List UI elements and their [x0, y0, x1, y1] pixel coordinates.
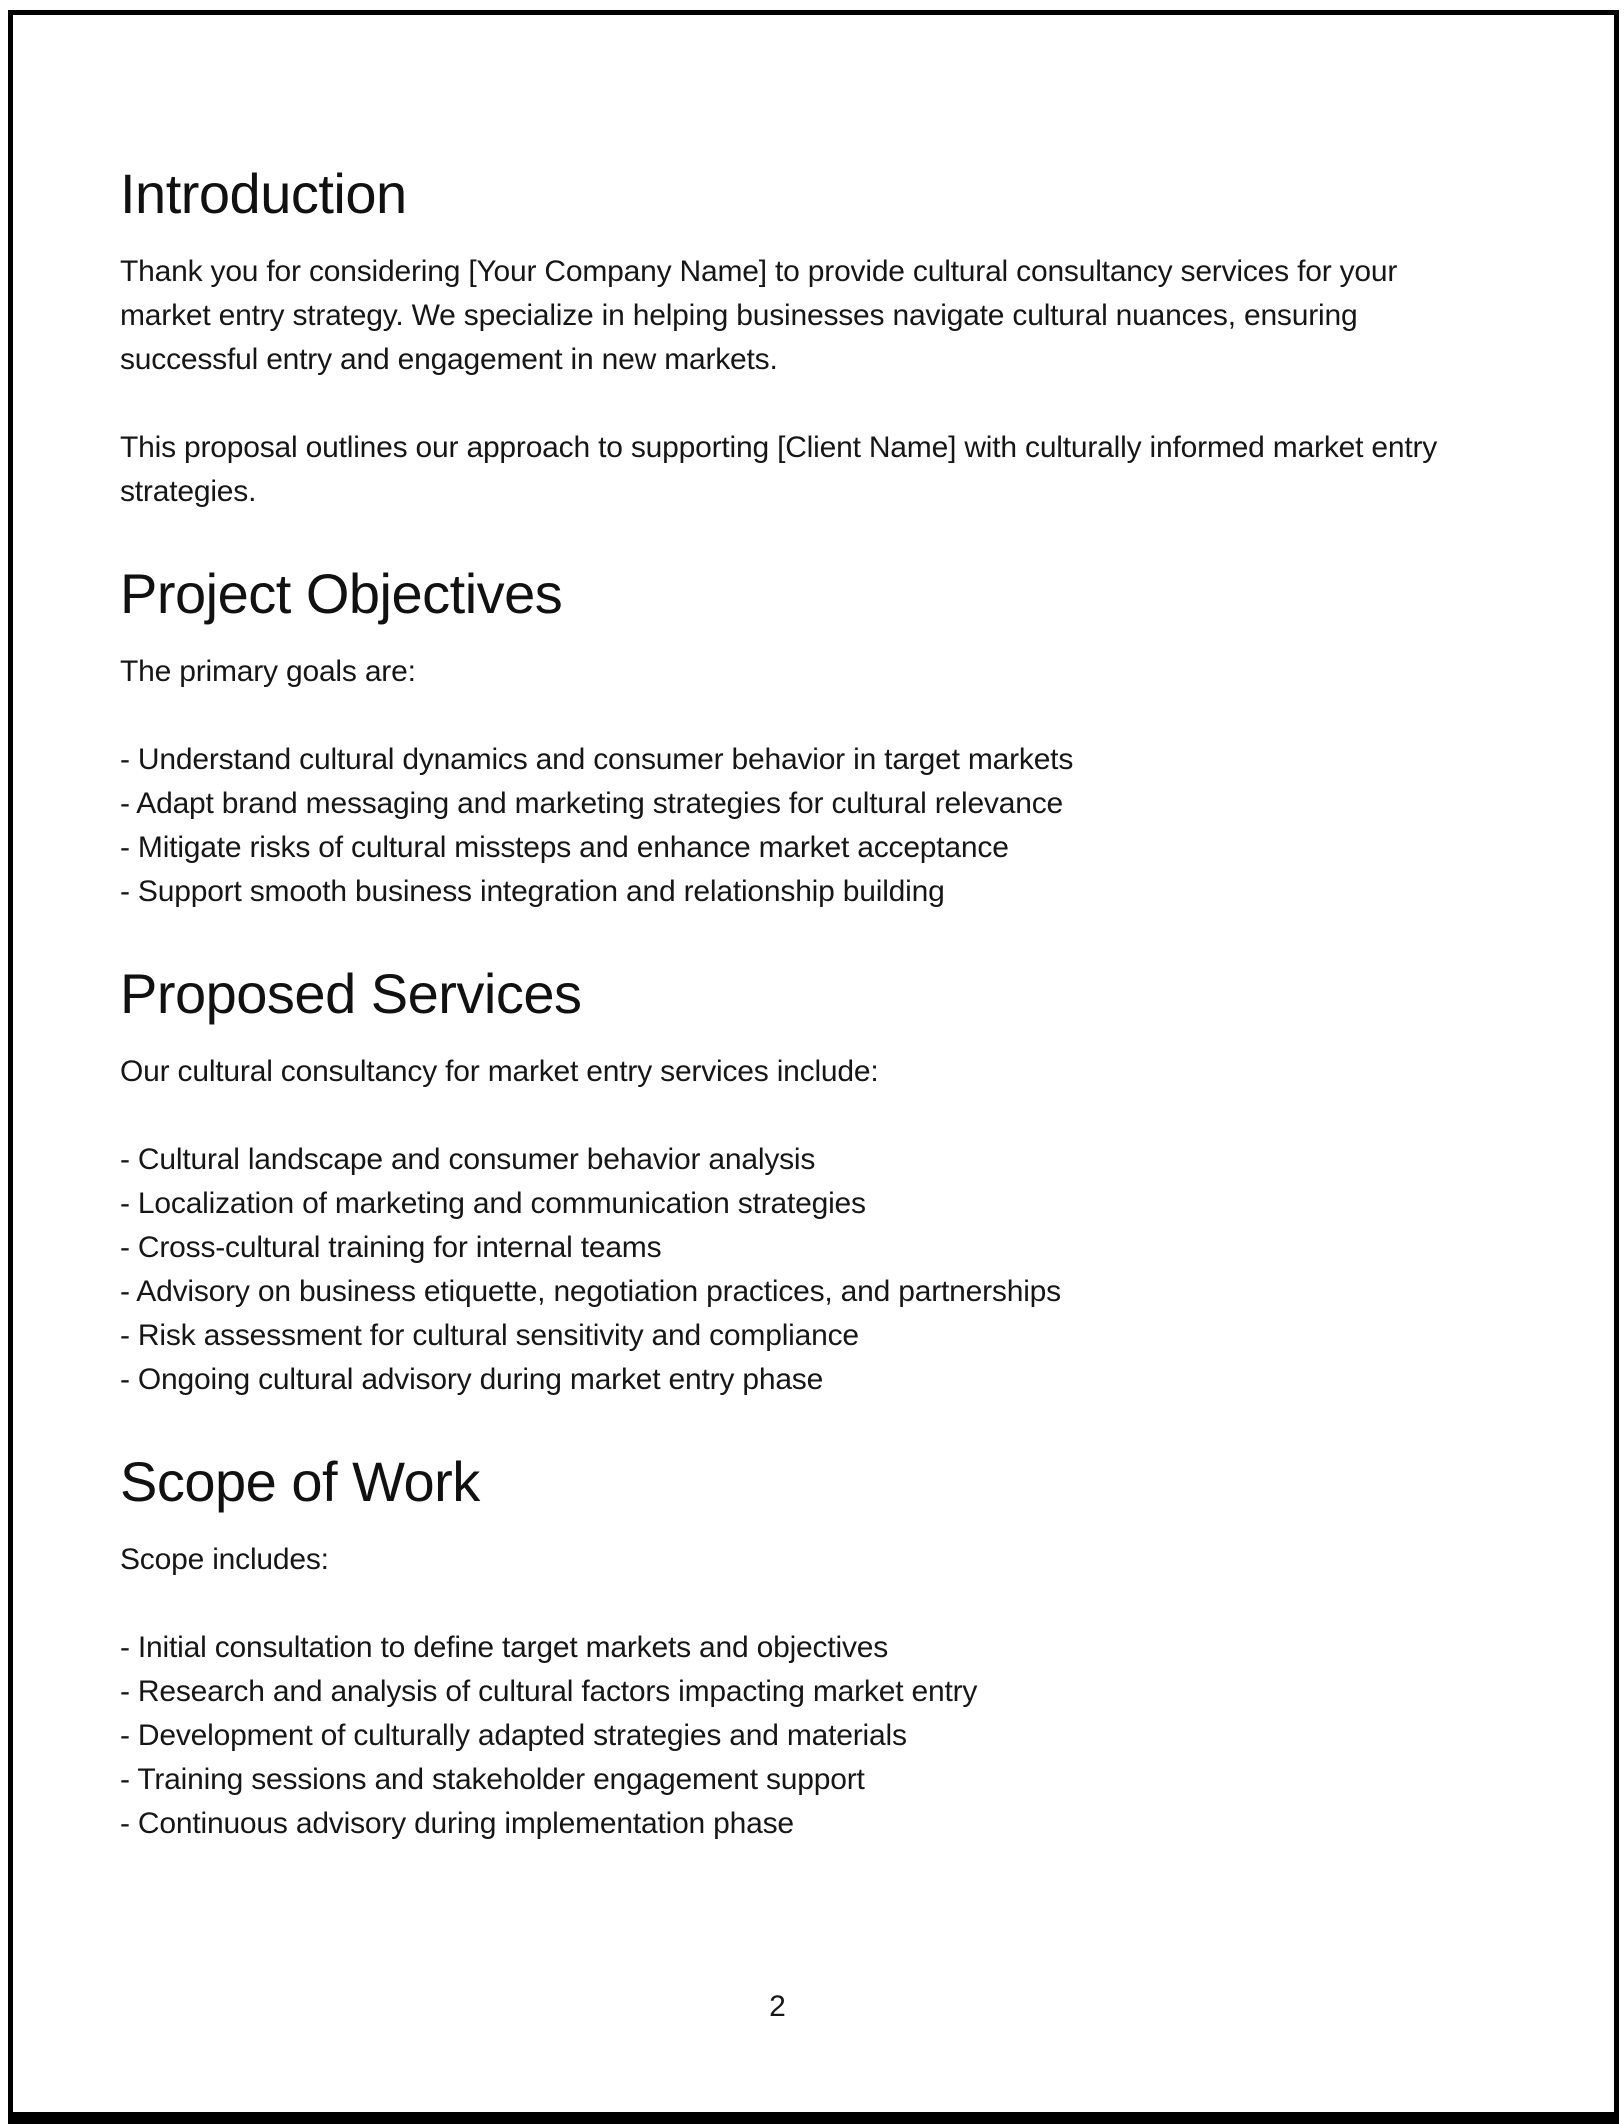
paragraph: Thank you for considering [Your Company Name] to provide cultural consultancy services for your market entry strategy. We specialize in helping businesses navigate cultural nuances, ensuring successful entry and engagement in new markets.	[120, 255, 1398, 376]
section-intro-text: Our cultural consultancy for market entry services include:	[120, 1055, 879, 1088]
paragraph: This proposal outlines our approach to supporting [Client Name] with culturally informed market entry strategies.	[120, 431, 1438, 508]
section-intro-text: Scope includes:	[120, 1543, 329, 1576]
bullet-list: - Initial consultation to define target markets and objectives - Research and analysis of cultural factors impacting market entry - Development of culturally adapted strategies and materials - Training sessions and stakeholder engagement support - Continuous advisory during implementation phase	[120, 1631, 978, 1840]
bullet-list: - Cultural landscape and consumer behavior analysis - Localization of marketing and communication strategies - Cross-cultural training for internal teams - Advisory on business etiquette, negotiation practices, and partnerships - Risk assessment for cultural sensitivity and compliance - Ongoing cultural advisory during market entry phase	[120, 1143, 1061, 1396]
section-intro-text: The primary goals are:	[120, 655, 416, 688]
section-heading-scope-of-work: Scope of Work	[120, 1450, 480, 1513]
bullet-list: - Understand cultural dynamics and consumer behavior in target markets - Adapt brand messaging and marketing strategies for cultural relevance - Mitigate risks of cultural missteps and enhance market acceptance - Support smooth business integration and relationship building	[120, 743, 1074, 908]
section-heading-project-objectives: Project Objectives	[120, 562, 563, 625]
section-heading-introduction: Introduction	[120, 162, 407, 225]
page-number: 2	[769, 1990, 786, 2023]
document-body	[120, 162, 1608, 1890]
section-heading-proposed-services: Proposed Services	[120, 962, 582, 1025]
